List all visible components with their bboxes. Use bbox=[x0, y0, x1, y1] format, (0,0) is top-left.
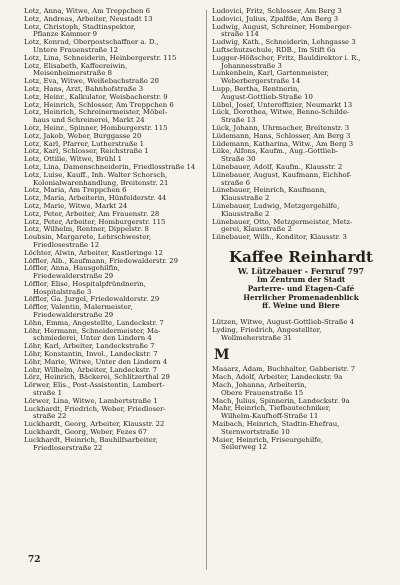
directory-entry bbox=[212, 203, 390, 219]
entry-continuation: straße 1 bbox=[33, 389, 62, 398]
entry-line: Lotz, Maria, Am Treppchen 6 bbox=[24, 186, 127, 195]
entry-line: Loubsin, Margarete, Lehrschwester, bbox=[24, 233, 152, 242]
entry-continuation: gerei, Klausstraße 2 bbox=[221, 225, 292, 234]
directory-entry bbox=[24, 382, 202, 398]
entry-line: Lotz, Heinr., Spinner, Homburgerstr. 115 bbox=[24, 123, 168, 132]
entry-line: Löffler, Alb., Kaufmann, Friedewalderstr. 29 bbox=[24, 256, 178, 265]
entry-line: Mahr, Heinrich, Tiefbautechniker, bbox=[212, 404, 331, 413]
entry-line: Löhn, Emma, Angestellte, Landeckstr. 7 bbox=[24, 318, 164, 327]
entry-line: Löhr, Marie, Witwe, Unter den Lindern 4 bbox=[24, 357, 168, 366]
entry-continuation: Friedlosestraße 12 bbox=[33, 240, 100, 249]
ad-title: Kaffee Reinhardt bbox=[229, 247, 373, 266]
right-entries-mid bbox=[212, 319, 390, 342]
entry-continuation: straße 22 bbox=[33, 412, 67, 421]
entry-line: Lünebauer, Heinrich, Kaufmann, bbox=[212, 186, 327, 195]
entry-continuation: Friedloserstraße 22 bbox=[33, 443, 103, 452]
directory-entry bbox=[212, 70, 390, 86]
entry-line: Luckhardt, Georg, Arbeiter, Klausstr. 22 bbox=[24, 420, 165, 429]
entry-line: Lörwer, Lina, Witwe, Lambertstraße 1 bbox=[24, 396, 158, 405]
directory-entry bbox=[24, 24, 202, 40]
entry-line: Lünebauer, Ludwig, Metzgergehilfe, bbox=[212, 201, 340, 210]
directory-entry bbox=[212, 109, 390, 125]
section-letter: M bbox=[214, 347, 230, 364]
entry-line: Maaarz, Adam, Buchhalter, Gabberistr. 7 bbox=[212, 365, 356, 374]
entry-line: Löhr, Karl, Arbeiter, Landeckstraße 7 bbox=[24, 342, 155, 351]
ad-line: ff. Weine und Biere bbox=[262, 301, 340, 311]
directory-entry bbox=[212, 148, 390, 164]
ad-line: Parterre- und Etagen-Café bbox=[247, 283, 355, 293]
entry-line: Lüdemann, Hans, Schlosser, Am Berg 3 bbox=[212, 131, 351, 140]
entry-line: Lotz, Konrad, Oberpostschaffner a. D., bbox=[24, 38, 159, 47]
page-number: 72 bbox=[28, 555, 41, 565]
entry-line: Lohr, Wilhelm, Arbeiter, Landeckstr. 7 bbox=[24, 365, 158, 374]
entry-continuation: haus und Schreinerei, Markt 24 bbox=[33, 116, 145, 125]
entry-line: Lotz, Andreas, Arbeiter, Neustadt 13 bbox=[24, 14, 153, 23]
entry-line: Ludovici, Fritz, Schlosser, Am Berg 3 bbox=[212, 7, 342, 15]
entry-line: Lotz, Christoph, Stadtinspektor, bbox=[24, 22, 136, 31]
entry-continuation: Klausstraße 2 bbox=[221, 194, 270, 203]
entry-line: Lübel, Josef, Unteroffizier, Neumarkt 13 bbox=[212, 100, 353, 109]
directory-entry bbox=[24, 406, 202, 422]
ad-owner: W. Lützebauer - Fernruf 797 bbox=[237, 265, 365, 276]
directory-entry bbox=[212, 421, 390, 437]
ad-line: Herrlicher Promenadenblick bbox=[243, 292, 359, 302]
directory-entry bbox=[24, 39, 202, 55]
entry-line: Lugger-Hößscher, Fritz, Bauldirektor i. R., bbox=[212, 53, 361, 62]
entry-line: Luckhardt, Georg, Weber, Fezes 67 bbox=[24, 428, 147, 437]
directory-entry bbox=[24, 304, 202, 320]
directory-entry bbox=[212, 234, 390, 242]
entry-line: Lotz, Karl, Pfarrer, Lutherstraße 1 bbox=[24, 139, 145, 148]
entry-continuation: Meisenheimerstraße 8 bbox=[33, 69, 112, 78]
entry-line: Lünebauer, Otto, Metzgermeister, Metz- bbox=[212, 217, 353, 226]
entry-line: Löhr, Hermann, Schneidermeister, Ma- bbox=[24, 326, 161, 335]
entry-line: Lotz, Luise, Kauff., Inh. Walter Schorsch, bbox=[24, 170, 168, 179]
entry-continuation: straße 6 bbox=[221, 178, 250, 187]
directory-entry bbox=[24, 328, 202, 344]
entry-line: Mach, Adolf, Arbeiter, Landeckstr. 9a bbox=[212, 373, 343, 382]
entry-line: Lotz, Peter, Arbeiter, Homburgerstr. 115 bbox=[24, 217, 166, 226]
entry-continuation: August-Gottlieb-Straße 10 bbox=[221, 92, 313, 101]
column-divider bbox=[206, 10, 207, 570]
entry-line: Luftschutzschule, RDB., Im Stift 6a bbox=[212, 45, 336, 54]
entry-line: Lotz, Jakob, Weber, Burggasse 20 bbox=[24, 131, 142, 140]
entry-line: Lüke, Alfons, Kaufm., Aug.-Gottlieb- bbox=[212, 147, 338, 156]
directory-entry bbox=[24, 281, 202, 297]
entry-line: Lotz, Ottilie, Witwe, Brühl 1 bbox=[24, 155, 123, 164]
entry-line: Löffler, Elise, Hospitalpfründnerin, bbox=[24, 279, 146, 288]
directory-entry bbox=[24, 265, 202, 281]
directory-entry bbox=[24, 109, 202, 125]
entry-line: Lupp, Bertha, Rentnerin, bbox=[212, 84, 300, 93]
entry-continuation: Straße 13 bbox=[221, 116, 256, 125]
entry-continuation: Untere Frauenstraße 12 bbox=[33, 45, 119, 54]
entry-line: Lotz, Karl, Schlosser, Reichstraße 1 bbox=[24, 147, 149, 156]
entry-continuation: Sternwortstraße 10 bbox=[221, 427, 290, 436]
entry-line: Lotz, Peter, Arbeiter, Am Frauenstr. 28 bbox=[24, 209, 160, 218]
entry-line: Luckhardt, Friedrich, Weber, Friedloser- bbox=[24, 404, 166, 413]
entry-line: Lotz, Anna, Witwe, Am Treppchen 6 bbox=[24, 7, 151, 15]
right-entries-bottom bbox=[212, 366, 390, 452]
entry-line: Lotz, Maria, Arbeiterin, Hünfelderstr. 44 bbox=[24, 194, 167, 203]
entry-line: Lörwer, Elis., Post-Assistentin, Lambert- bbox=[24, 381, 165, 390]
directory-entry bbox=[212, 172, 390, 188]
entry-line: Lotz, Heinrich, Schreinermeister, Möbel- bbox=[24, 108, 168, 117]
entry-line: Lünebauer, Wilh., Konditor, Klausstr. 3 bbox=[212, 233, 347, 242]
entry-line: Lück, Dorothea, Witwe, Benno-Schilde- bbox=[212, 108, 350, 117]
directory-entry bbox=[24, 234, 202, 250]
entry-continuation: Klausstraße 2 bbox=[221, 209, 270, 218]
entry-line: Lotz, Eva, Witwe, Weißebachstraße 20 bbox=[24, 77, 159, 86]
entry-line: Lünebauer, Adolf, Kaufm., Klausstr. 2 bbox=[212, 162, 343, 171]
directory-entry bbox=[212, 405, 390, 421]
entry-line: Lotz, Wilhelm, Rentner, Dippelstr. 8 bbox=[24, 225, 149, 234]
entry-line: Lörz, Heinrich, Bäckerei, Schlitzerthal 29 bbox=[24, 373, 170, 382]
entry-line: Ludovici, Julius, Zpalfde, Am Berg 3 bbox=[212, 14, 339, 23]
entry-line: Lotz, Marie, Witwe, Markt 24 bbox=[24, 201, 128, 210]
entry-line: Luckhardt, Heinrich, Bauhilfsarbeiter, bbox=[24, 435, 158, 444]
ad-line: Im Zentrum der Stadt bbox=[256, 274, 346, 284]
entry-line: Lotz, Lina, Damenschneiderin, Friedlosstraße 14 bbox=[24, 162, 196, 171]
entry-line: Maier, Heinrich, Friseurgehilfe, bbox=[212, 435, 324, 444]
entry-line: Lüdemann, Katharina, Witw., Am Berg 3 bbox=[212, 139, 354, 148]
entry-continuation: Wilhelm-Kaufhoff-Straße 11 bbox=[221, 412, 319, 421]
directory-entry bbox=[24, 63, 202, 79]
entry-continuation: Wollmeherstraße 31 bbox=[221, 333, 292, 342]
entry-continuation: Pflanze Kammer 9 bbox=[33, 30, 97, 39]
entry-line: Lotz, Heinrich, Schlosser, Am Treppchen 6 bbox=[24, 100, 174, 109]
entry-continuation: Straße 30 bbox=[221, 155, 256, 164]
entry-continuation: straße 114 bbox=[221, 30, 259, 39]
entry-continuation: Friedewalderstraße 29 bbox=[33, 311, 114, 320]
entry-line: Löffler, Ga. Jurgel, Friedewalderstr. 29 bbox=[24, 295, 160, 304]
directory-entry bbox=[24, 437, 202, 453]
entry-line: Lück, Johann, Uhrmacher, Breitenstr. 3 bbox=[212, 123, 350, 132]
entry-continuation: Friedewalderstraße 29 bbox=[33, 272, 114, 281]
entry-line: Löffler, Valentin, Malermeister, bbox=[24, 303, 133, 312]
entry-line: Lotz, Hans, Arzt, Bahnhofstraße 3 bbox=[24, 84, 144, 93]
entry-continuation: Kolonialwarenhandlung, Breitenstr. 21 bbox=[33, 178, 169, 187]
entry-continuation: Obere Frauenstraße 15 bbox=[221, 388, 304, 397]
entry-line: Lünebauer, August, Kaufmann, Eichhof- bbox=[212, 170, 352, 179]
right-entries-top bbox=[212, 8, 390, 242]
entry-line: Ludwig, August, Schreiner, Homberger- bbox=[212, 22, 352, 31]
directory-entry bbox=[212, 24, 390, 40]
entry-continuation: Seilerweg 12 bbox=[221, 443, 267, 452]
entry-continuation: schmiederei, Unter den Lindern 4 bbox=[33, 334, 152, 343]
directory-entry bbox=[212, 327, 390, 343]
directory-entry bbox=[212, 187, 390, 203]
entry-line: Löchter, Alwin, Arbeiter, Kastleringe 12 bbox=[24, 248, 163, 257]
directory-entry bbox=[24, 172, 202, 188]
entry-continuation: Weberbergerstraße 14 bbox=[221, 77, 301, 86]
entry-line: Lotz, Heinr., Kalkulator, Weisbacherstr. 9 bbox=[24, 92, 168, 101]
entry-line: Löffler, Anna, Hausgehilfin, bbox=[24, 264, 120, 273]
entry-line: Mach, Johanna, Arbeiterin, bbox=[212, 381, 307, 390]
entry-line: Mach, Julius, Spinnerin, Landeckstr. 9a bbox=[212, 396, 350, 405]
entry-line: Lunkenbein, Karl, Gartenmeister, bbox=[212, 69, 329, 78]
cafe-advertisement bbox=[212, 248, 390, 311]
entry-continuation: Johannesstraße 3 bbox=[221, 61, 282, 70]
entry-line: Lyding, Friedrich, Angestellter, bbox=[212, 325, 322, 334]
directory-entry bbox=[212, 437, 390, 453]
entry-line: Löhr, Konstantin, Invol., Landeckstr. 7 bbox=[24, 350, 158, 359]
entry-line: Maibach, Heinrich, Stadtin-Ehefrau, bbox=[212, 420, 340, 429]
directory-entry bbox=[212, 382, 390, 398]
directory-entry bbox=[212, 219, 390, 235]
directory-entry bbox=[212, 55, 390, 71]
directory-entry bbox=[212, 86, 390, 102]
right-column bbox=[212, 8, 390, 452]
entry-continuation: Hospitalstraße 3 bbox=[33, 287, 92, 296]
entry-line: Lützen, Witwe, August-Gottlieb-Straße 4 bbox=[212, 318, 355, 327]
entry-line: Ludwig, Kath., Schneiderin, Lehngasse 3 bbox=[212, 38, 356, 47]
left-column bbox=[24, 8, 202, 452]
entry-line: Lotz, Elisabeth, Kaffeereiwin, bbox=[24, 61, 128, 70]
entry-line: Lotz, Lina, Schneiderin, Heinbergerstr. 115 bbox=[24, 53, 177, 62]
